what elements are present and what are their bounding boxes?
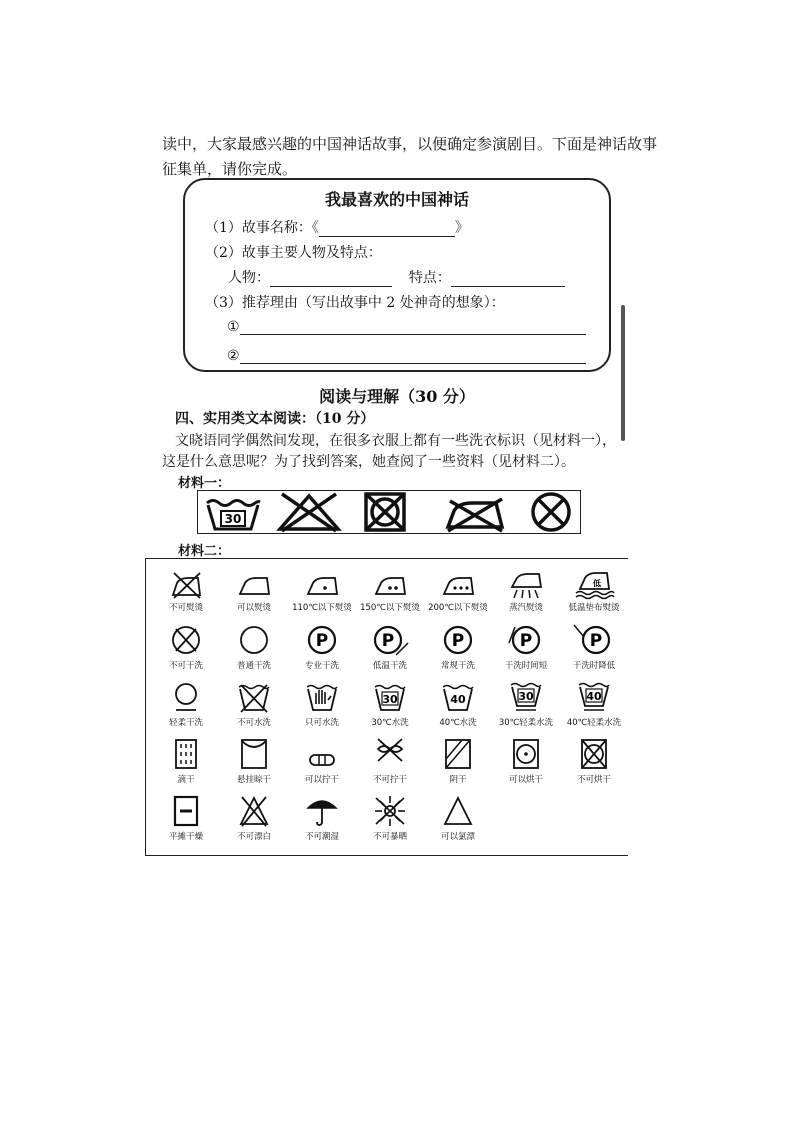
- symbol-label: 30℃轻柔水洗: [498, 718, 554, 728]
- symbol-cell: [288, 623, 356, 671]
- form-item-1: [227, 319, 586, 335]
- symbol-cell: [356, 569, 424, 613]
- symbol-label: 不可烘干: [576, 775, 611, 785]
- temp-30: 30: [382, 693, 398, 706]
- symbol-label: 可以氯漂: [440, 832, 475, 842]
- story-name-field[interactable]: [319, 222, 455, 237]
- professional-dry-clean-icon: [304, 623, 340, 657]
- reason-1-field[interactable]: [240, 322, 586, 335]
- symbol-label: 可以烘干: [508, 775, 543, 785]
- symbol-label: 40℃水洗: [439, 718, 477, 728]
- symbol-cell: [424, 623, 492, 671]
- symbol-cell: [424, 569, 492, 613]
- steam-iron-icon: [508, 569, 544, 599]
- person-field[interactable]: [270, 272, 392, 287]
- iron-icon: [236, 569, 272, 599]
- no-dry-clean-icon: [528, 491, 574, 533]
- symbol-label: 只可水洗: [304, 718, 339, 728]
- no-sun-icon: [372, 794, 408, 828]
- symbol-cell: [220, 623, 288, 671]
- symbol-cell: [424, 794, 492, 842]
- symbol-cell: [560, 737, 628, 785]
- symbol-label: 干洗时降低: [572, 661, 616, 671]
- symbol-cell: [560, 680, 628, 728]
- symbol-cell: [288, 680, 356, 728]
- iron-one-dot-icon: [304, 569, 340, 599]
- symbol-cell: [492, 569, 560, 613]
- symbol-label: 专业干洗: [304, 661, 339, 671]
- symbol-cell: [356, 623, 424, 671]
- symbol-label: 可以拧干: [304, 775, 339, 785]
- temp-40: 40: [586, 690, 602, 703]
- p-letter: P: [589, 631, 603, 651]
- symbol-cell: [152, 623, 220, 671]
- line-dry-icon: [236, 737, 272, 771]
- p-letter: P: [451, 631, 465, 651]
- flat-dry-icon: [168, 794, 204, 828]
- symbol-label: 阴干: [449, 775, 467, 785]
- form-person-row: [228, 267, 565, 287]
- material1-box: [197, 490, 581, 534]
- no-wring-icon: [372, 737, 408, 771]
- p-letter: P: [519, 631, 533, 651]
- hand-wash-icon: [304, 680, 340, 714]
- section-subtitle: 四、实用类文本阅读：（10 分）: [175, 411, 375, 427]
- symbol-cell: [492, 623, 560, 671]
- iron-cloth-low-temp-icon: [574, 569, 614, 599]
- symbol-label: 干洗时间短: [504, 661, 548, 671]
- symbol-cell: [492, 737, 560, 785]
- p-letter: P: [381, 631, 395, 651]
- symbol-cell: [356, 737, 424, 785]
- form-q3-label: （3）推荐理由（写出故事中 2 处神奇的想象）：: [205, 295, 505, 311]
- normal-dry-clean-icon: [440, 623, 476, 657]
- symbol-cell: [220, 737, 288, 785]
- keep-dry-umbrella-icon: [304, 794, 340, 828]
- chlorine-bleach-icon: [440, 794, 476, 828]
- item-2-marker: ②: [227, 348, 240, 364]
- symbol-label: 常规干洗: [440, 661, 475, 671]
- wash-40-icon: [440, 680, 476, 714]
- symbol-label: 不可熨烫: [168, 603, 203, 613]
- symbol-label: 轻柔干洗: [168, 718, 203, 728]
- symbol-label: 不可暴晒: [372, 832, 407, 842]
- no-tumble-dry-small-icon: [576, 737, 612, 771]
- symbol-label: 不可拧干: [372, 775, 407, 785]
- trait-label: 特点：: [408, 270, 451, 286]
- symbol-cell: [288, 737, 356, 785]
- symbol-cell: [356, 680, 424, 728]
- symbol-cell: [492, 680, 560, 728]
- symbol-cell: [152, 569, 220, 613]
- symbol-cell: [424, 680, 492, 728]
- low-temp-dry-clean-icon: [370, 623, 410, 657]
- symbol-label: 蒸汽熨烫: [508, 603, 543, 613]
- form-item-2: [227, 348, 586, 364]
- wash-30-small-icon: [372, 680, 408, 714]
- symbol-cell: [152, 680, 220, 728]
- title-open-bracket: 《: [311, 220, 319, 236]
- reason-2-field[interactable]: [240, 351, 586, 364]
- no-dry-clean-small-icon: [168, 623, 204, 657]
- no-iron-icon: [442, 491, 508, 533]
- symbol-label: 普通干洗: [236, 661, 271, 671]
- no-bleach-small-icon: [236, 794, 272, 828]
- form-q1-label: （1）故事名称：: [205, 220, 312, 236]
- symbol-cell: [220, 569, 288, 613]
- symbol-label: 不可潮湿: [304, 832, 339, 842]
- item-1-marker: ①: [227, 319, 240, 335]
- temp-30: 30: [518, 690, 534, 703]
- symbol-cell: [152, 737, 220, 785]
- intro-line-1: 读中，大家最感兴趣的中国神话故事，以便确定参演剧目。下面是神话故事: [162, 135, 658, 153]
- temp-40: 40: [450, 693, 466, 706]
- shade-dry-icon: [440, 737, 476, 771]
- symbol-cell: [560, 569, 628, 613]
- symbol-label: 200℃以下熨烫: [428, 603, 488, 613]
- drip-dry-icon: [168, 737, 204, 771]
- gentle-dry-clean-icon: [168, 680, 204, 714]
- symbol-label: 不可水洗: [236, 718, 271, 728]
- gentle-wash-40-icon: [576, 680, 612, 714]
- material2-box: [145, 558, 628, 856]
- para-line-1: 文晓语同学偶然间发现，在很多衣服上都有一些洗衣标识（见材料一），: [175, 433, 616, 449]
- intro-line-2: 征集单，请你完成。: [162, 160, 298, 178]
- symbol-label: 110℃以下熨烫: [292, 603, 352, 613]
- wash-30-number: 30: [224, 512, 242, 526]
- symbol-cell: [288, 569, 356, 613]
- p-letter: P: [315, 631, 329, 651]
- wring-icon: [304, 737, 340, 771]
- title-close-bracket: 》: [454, 220, 469, 236]
- person-label: 人物：: [228, 270, 270, 286]
- symbol-label: 可以熨烫: [236, 603, 271, 613]
- symbol-cell: [560, 623, 628, 671]
- trait-field[interactable]: [451, 272, 565, 287]
- symbol-label: 150℃以下熨烫: [360, 603, 420, 613]
- no-iron-small-icon: [168, 569, 204, 599]
- symbol-label: 30℃水洗: [371, 718, 409, 728]
- gentle-wash-30-icon: [508, 680, 544, 714]
- reduced-dry-clean-icon: [572, 623, 616, 657]
- wash-30-icon: [204, 491, 262, 533]
- material2-label: 材料二：: [178, 544, 231, 559]
- no-wash-icon: [236, 680, 272, 714]
- symbol-label: 低温垫布熨烫: [568, 603, 620, 613]
- symbol-label: 不可干洗: [168, 661, 203, 671]
- symbol-label: 悬挂晾干: [236, 775, 271, 785]
- no-tumble-dry-icon: [362, 491, 408, 533]
- symbol-cell: [356, 794, 424, 842]
- symbol-label: 不可漂白: [236, 832, 271, 842]
- symbol-label: 低温干洗: [372, 661, 407, 671]
- scrollbar[interactable]: [621, 305, 625, 441]
- symbol-cell: [152, 794, 220, 842]
- material1-label: 材料一：: [178, 476, 231, 491]
- form-title: 我最喜欢的中国神话: [324, 190, 469, 209]
- symbol-label: 滴干: [177, 775, 195, 785]
- no-bleach-icon: [274, 491, 344, 533]
- iron-two-dots-icon: [372, 569, 408, 599]
- symbol-cell: [220, 680, 288, 728]
- symbol-label: 40℃轻柔水洗: [566, 718, 622, 728]
- tumble-dry-icon: [508, 737, 544, 771]
- symbol-label: 平摊干燥: [168, 832, 203, 842]
- form-q1: [205, 217, 469, 237]
- form-q2-label: （2）故事主要人物及特点：: [205, 245, 382, 261]
- para-line-2: 这是什么意思呢？为了找到答案，她查阅了一些资料（见材料二）。: [162, 454, 575, 470]
- short-dry-clean-icon: [506, 623, 546, 657]
- dry-clean-icon: [236, 623, 272, 657]
- symbol-cell: [424, 737, 492, 785]
- section-title: 阅读与理解（30 分）: [319, 387, 475, 406]
- low-temp-mark: 低: [593, 579, 601, 588]
- symbol-cell: [220, 794, 288, 842]
- iron-three-dots-icon: [440, 569, 476, 599]
- symbol-cell: [288, 794, 356, 842]
